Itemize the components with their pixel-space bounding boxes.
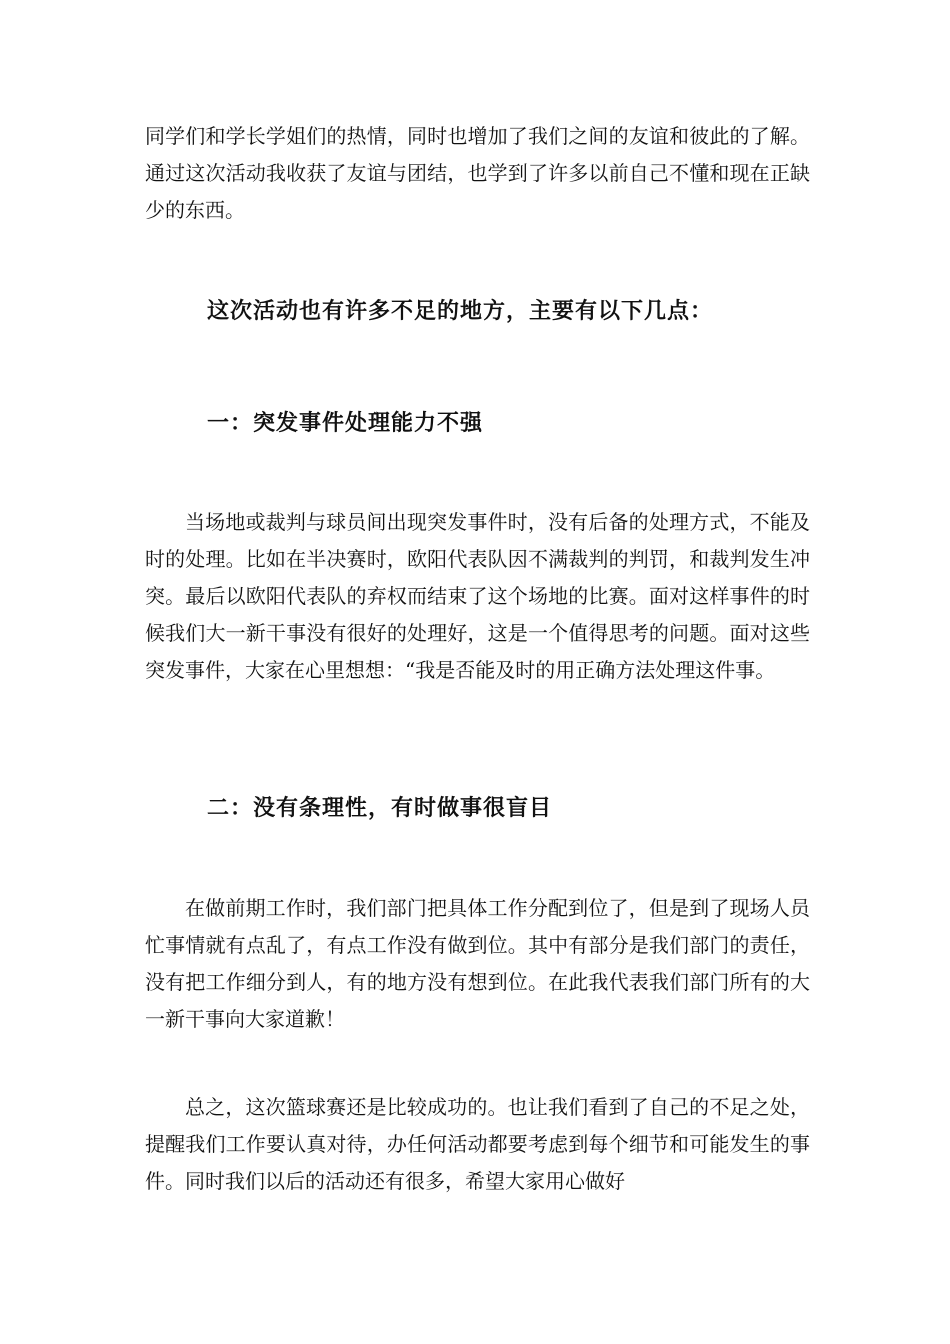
point-two-paragraph: 在做前期工作时，我们部门把具体工作分配到位了，但是到了现场人员忙事情就有点乱了，有点工作没有做到位。其中有部分是我们部门的责任，没有把工作细分到人，有的地方没有想到位。在此我代表我们部门所有的大一新干事向大家道歉！ xyxy=(145,896,810,1031)
point-two-heading: 二：没有条理性，有时做事很盲目 xyxy=(207,795,553,821)
point-one-heading: 一：突发事件处理能力不强 xyxy=(207,410,484,436)
point-one-paragraph: 当场地或裁判与球员间出现突发事件时，没有后备的处理方式，不能及时的处理。比如在半决赛时，欧阳代表队因不满裁判的判罚，和裁判发生冲突。最后以欧阳代表队的弃权而结束了这个场地的比赛。面对这样事件的时候我们大一新干事没有很好的处理好，这是一个值得思考的问题。面对这些突发事件，大家在心里想想：“我是否能及时的用正确方法处理这件事。 xyxy=(145,510,810,682)
shortcomings-heading: 这次活动也有许多不足的地方，主要有以下几点： xyxy=(207,298,714,324)
conclusion-paragraph: 总之，这次篮球赛还是比较成功的。也让我们看到了自己的不足之处，提醒我们工作要认真对待，办任何活动都要考虑到每个细节和可能发生的事件。同时我们以后的活动还有很多，希望大家用心做好 xyxy=(145,1095,810,1193)
intro-continuation-paragraph: 同学们和学长学姐们的热情，同时也增加了我们之间的友谊和彼此的了解。通过这次活动我收获了友谊与团结，也学到了许多以前自己不懂和现在正缺少的东西。 xyxy=(145,124,810,222)
